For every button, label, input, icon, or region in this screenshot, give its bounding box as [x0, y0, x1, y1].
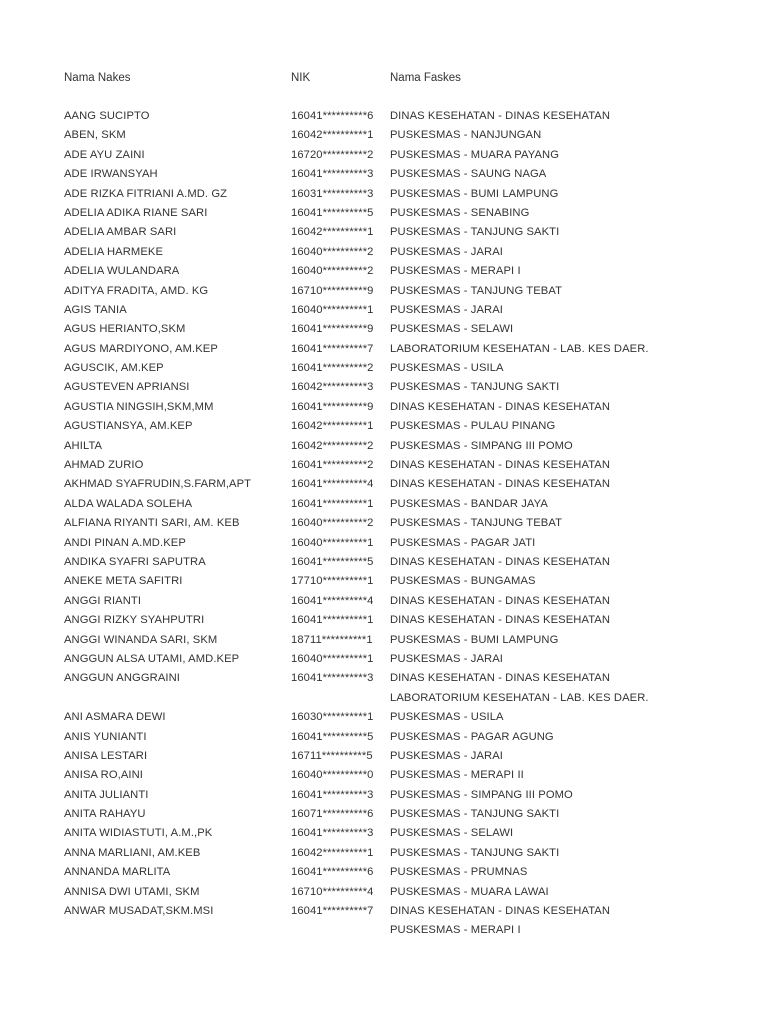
cell-nama-faskes — [390, 708, 704, 727]
table-row — [64, 262, 704, 281]
cell-nik: 16040**********2 — [291, 517, 374, 530]
faskes-entry: PUSKESMAS - MERAPI I — [390, 924, 521, 937]
table-row — [64, 282, 704, 301]
cell-nama-nakes: ADE AYU ZAINI — [64, 148, 145, 161]
cell-nama-faskes — [390, 262, 704, 281]
cell-nik: 16040**********1 — [291, 536, 374, 549]
faskes-entry: PUSKESMAS - SIMPANG III POMO — [390, 788, 573, 801]
faskes-entry: DINAS KESEHATAN - DINAS KESEHATAN — [390, 614, 611, 627]
table-row — [64, 495, 704, 514]
cell-nama-nakes: ANNA MARLIANI, AM.KEB — [64, 846, 201, 859]
cell-nama-faskes — [390, 611, 704, 630]
cell-nik: 16042**********1 — [291, 846, 374, 859]
table-row — [64, 320, 704, 339]
faskes-entry: DINAS KESEHATAN - DINAS KESEHATAN — [390, 555, 611, 568]
cell-nik: 16031**********3 — [291, 187, 374, 200]
cell-nama-nakes: AGUSCIK, AM.KEP — [64, 362, 164, 375]
faskes-entry: PUSKESMAS - JARAI — [390, 245, 503, 258]
cell-nik: 16041**********2 — [291, 362, 374, 375]
cell-nik: 16041**********6 — [291, 866, 374, 879]
cell-nama-nakes: ANGGI RIZKY SYAHPUTRI — [64, 614, 205, 627]
cell-nama-nakes: ADE IRWANSYAH — [64, 168, 158, 181]
table-row — [64, 107, 704, 126]
cell-nik: 18711**********1 — [291, 633, 373, 646]
faskes-entry: PUSKESMAS - MUARA PAYANG — [390, 148, 560, 161]
cell-nama-nakes: ADELIA WULANDARA — [64, 265, 180, 278]
cell-nik: 16041**********1 — [291, 497, 374, 510]
faskes-entry: PUSKESMAS - TANJUNG TEBAT — [390, 284, 562, 297]
cell-nik: 16041**********3 — [291, 168, 374, 181]
cell-nama-faskes — [390, 728, 704, 747]
cell-nama-nakes: ANGGI RIANTI — [64, 594, 142, 607]
table-row — [64, 301, 704, 320]
cell-nama-nakes: ANDIKA SYAFRI SAPUTRA — [64, 555, 206, 568]
cell-nama-faskes — [390, 631, 704, 650]
table-row — [64, 146, 704, 165]
cell-nama-faskes — [390, 883, 704, 902]
cell-nama-faskes — [390, 786, 704, 805]
cell-nama-faskes — [390, 437, 704, 456]
faskes-entry: PUSKESMAS - TANJUNG SAKTI — [390, 808, 560, 821]
cell-nama-nakes: AHILTA — [64, 439, 103, 452]
cell-nama-faskes — [390, 572, 704, 591]
cell-nik: 16041**********9 — [291, 323, 374, 336]
cell-nik: 16720**********2 — [291, 148, 374, 161]
header-nama-nakes: Nama Nakes — [64, 72, 131, 84]
cell-nama-nakes: ANDI PINAN A.MD.KEP — [64, 536, 186, 549]
table-row — [64, 398, 704, 417]
table-row — [64, 534, 704, 553]
cell-nik: 16041**********9 — [291, 400, 374, 413]
cell-nama-faskes — [390, 592, 704, 611]
cell-nama-nakes: ANI ASMARA DEWI — [64, 711, 166, 724]
cell-nik: 16042**********3 — [291, 381, 374, 394]
cell-nik: 16030**********1 — [291, 711, 374, 724]
table-row — [64, 359, 704, 378]
cell-nama-faskes — [390, 553, 704, 572]
cell-nama-faskes — [390, 378, 704, 397]
header-nama-faskes: Nama Faskes — [390, 72, 461, 84]
cell-nama-faskes — [390, 243, 704, 262]
cell-nama-nakes: ANGGUN ANGGRAINI — [64, 672, 180, 685]
faskes-entry: PUSKESMAS - MERAPI II — [390, 769, 524, 782]
faskes-entry: PUSKESMAS - SENABING — [390, 206, 530, 219]
faskes-entry: DINAS KESEHATAN - DINAS KESEHATAN — [390, 110, 611, 122]
faskes-entry: DINAS KESEHATAN - DINAS KESEHATAN — [390, 400, 611, 413]
cell-nama-faskes — [390, 340, 704, 359]
table-row — [64, 728, 704, 747]
cell-nik: 16040**********1 — [291, 303, 374, 316]
cell-nik: 16710**********9 — [291, 284, 374, 297]
cell-nik: 16041**********6 — [291, 110, 374, 122]
table-row — [64, 786, 704, 805]
cell-nama-nakes: ANNISA DWI UTAMI, SKM — [64, 885, 200, 898]
cell-nama-nakes: AKHMAD SYAFRUDIN,S.FARM,APT — [64, 478, 252, 491]
faskes-entry: PUSKESMAS - PAGAR AGUNG — [390, 730, 554, 743]
faskes-entry: DINAS KESEHATAN - DINAS KESEHATAN — [390, 594, 611, 607]
cell-nama-nakes: ADE RIZKA FITRIANI A.MD. GZ — [64, 187, 228, 200]
cell-nama-faskes — [390, 417, 704, 436]
faskes-entry: DINAS KESEHATAN - DINAS KESEHATAN — [390, 459, 611, 472]
cell-nama-faskes — [390, 398, 704, 417]
faskes-entry: PUSKESMAS - PULAU PINANG — [390, 420, 556, 433]
faskes-entry: PUSKESMAS - NANJUNGAN — [390, 129, 542, 142]
faskes-entry: DINAS KESEHATAN - DINAS KESEHATAN — [390, 478, 611, 491]
cell-nik: 16040**********2 — [291, 265, 374, 278]
table-row — [64, 126, 704, 145]
cell-nama-faskes — [390, 805, 704, 824]
faskes-entry: PUSKESMAS - PRUMNAS — [390, 866, 528, 879]
cell-nik: 16041**********3 — [291, 672, 374, 685]
table-row — [64, 824, 704, 843]
cell-nama-nakes: AANG SUCIPTO — [64, 110, 150, 122]
table-row — [64, 611, 704, 630]
cell-nama-nakes: ANGGUN ALSA UTAMI, AMD.KEP — [64, 652, 240, 665]
table-header — [64, 72, 704, 90]
cell-nama-faskes — [390, 650, 704, 669]
table-row — [64, 708, 704, 727]
table-row — [64, 747, 704, 766]
cell-nik: 16040**********0 — [291, 769, 374, 782]
cell-nama-faskes — [390, 126, 704, 145]
table-row — [64, 902, 704, 941]
cell-nik: 16040**********2 — [291, 245, 374, 258]
table-row — [64, 631, 704, 650]
cell-nik: 16042**********1 — [291, 226, 374, 239]
cell-nama-faskes — [390, 766, 704, 785]
cell-nama-nakes: AGUSTIANSYA, AM.KEP — [64, 420, 193, 433]
table-row — [64, 650, 704, 669]
cell-nik: 16041**********4 — [291, 478, 374, 491]
table-row — [64, 165, 704, 184]
cell-nama-faskes — [390, 514, 704, 533]
cell-nama-faskes — [390, 282, 704, 301]
faskes-entry: PUSKESMAS - BANDAR JAYA — [390, 497, 548, 510]
cell-nama-faskes — [390, 320, 704, 339]
table-row — [64, 223, 704, 242]
cell-nik: 17710**********1 — [291, 575, 374, 588]
cell-nik: 16041**********3 — [291, 788, 374, 801]
cell-nama-nakes: ANEKE META SAFITRI — [64, 575, 183, 588]
cell-nama-nakes: ANGGI WINANDA SARI, SKM — [64, 633, 218, 646]
cell-nama-faskes — [390, 185, 704, 204]
cell-nama-nakes: AGUSTIA NINGSIH,SKM,MM — [64, 400, 214, 413]
table-body — [64, 107, 704, 941]
table-row — [64, 572, 704, 591]
cell-nama-faskes — [390, 844, 704, 863]
cell-nama-nakes: ANISA RO,AINI — [64, 769, 144, 782]
cell-nik: 16071**********6 — [291, 808, 374, 821]
cell-nama-nakes: ALDA WALADA SOLEHA — [64, 497, 193, 510]
cell-nik: 16042**********1 — [291, 129, 374, 142]
cell-nik: 16041**********5 — [291, 555, 374, 568]
cell-nik: 16041**********5 — [291, 206, 374, 219]
cell-nik: 16041**********4 — [291, 594, 374, 607]
cell-nama-faskes — [390, 301, 704, 320]
table-row — [64, 514, 704, 533]
faskes-entry: PUSKESMAS - SELAWI — [390, 323, 514, 336]
cell-nama-faskes — [390, 747, 704, 766]
cell-nama-nakes: ANWAR MUSADAT,SKM.MSI — [64, 905, 214, 918]
table-row — [64, 805, 704, 824]
table-row — [64, 475, 704, 494]
cell-nama-nakes: ADELIA ADIKA RIANE SARI — [64, 206, 208, 219]
cell-nama-faskes — [390, 534, 704, 553]
table-row — [64, 456, 704, 475]
table-row — [64, 766, 704, 785]
table-row — [64, 883, 704, 902]
cell-nama-nakes: AGUS HERIANTO,SKM — [64, 323, 186, 336]
cell-nik: 16040**********1 — [291, 652, 374, 665]
faskes-entry: PUSKESMAS - MUARA LAWAI — [390, 885, 549, 898]
cell-nama-nakes: AGIS TANIA — [64, 303, 127, 316]
cell-nama-nakes: ADELIA AMBAR SARI — [64, 226, 177, 239]
cell-nik: 16042**********2 — [291, 439, 374, 452]
header-nik: NIK — [291, 72, 311, 84]
cell-nik: 16042**********1 — [291, 420, 374, 433]
cell-nama-faskes — [390, 902, 704, 941]
cell-nama-nakes: ALFIANA RIYANTI SARI, AM. KEB — [64, 517, 240, 530]
faskes-entry: PUSKESMAS - BUNGAMAS — [390, 575, 536, 588]
table-row — [64, 669, 704, 708]
cell-nama-faskes — [390, 359, 704, 378]
table-row — [64, 553, 704, 572]
cell-nik: 16041**********1 — [291, 614, 374, 627]
faskes-entry: PUSKESMAS - TANJUNG SAKTI — [390, 226, 560, 239]
document-table — [64, 72, 704, 941]
table-row — [64, 417, 704, 436]
cell-nama-faskes — [390, 107, 704, 126]
faskes-entry: PUSKESMAS - JARAI — [390, 303, 503, 316]
faskes-entry: PUSKESMAS - USILA — [390, 711, 504, 724]
cell-nama-nakes: AGUSTEVEN APRIANSI — [64, 381, 190, 394]
faskes-entry: PUSKESMAS - MERAPI I — [390, 265, 521, 278]
cell-nama-nakes: ANISA LESTARI — [64, 749, 148, 762]
cell-nama-faskes — [390, 223, 704, 242]
table-row — [64, 844, 704, 863]
cell-nik: 16041**********2 — [291, 459, 374, 472]
cell-nama-faskes — [390, 824, 704, 843]
table-row — [64, 863, 704, 882]
faskes-entry: DINAS KESEHATAN - DINAS KESEHATAN — [390, 905, 611, 918]
table-row — [64, 243, 704, 262]
cell-nama-nakes: ADELIA HARMEKE — [64, 245, 164, 258]
cell-nama-nakes: ANITA WIDIASTUTI, A.M.,PK — [64, 827, 213, 840]
faskes-entry: PUSKESMAS - JARAI — [390, 749, 503, 762]
faskes-entry: PUSKESMAS - JARAI — [390, 652, 503, 665]
cell-nama-nakes: ANITA RAHAYU — [64, 808, 146, 821]
cell-nik: 16710**********4 — [291, 885, 374, 898]
cell-nama-nakes: ADITYA FRADITA, AMD. KG — [64, 284, 209, 297]
faskes-entry: PUSKESMAS - TANJUNG SAKTI — [390, 381, 560, 394]
cell-nama-faskes — [390, 475, 704, 494]
cell-nama-nakes: ABEN, SKM — [64, 129, 126, 142]
cell-nama-nakes: ANNANDA MARLITA — [64, 866, 171, 879]
cell-nama-faskes — [390, 495, 704, 514]
cell-nik: 16711**********5 — [291, 749, 373, 762]
cell-nama-faskes — [390, 165, 704, 184]
table-row — [64, 378, 704, 397]
cell-nik: 16041**********3 — [291, 827, 374, 840]
cell-nama-nakes: AHMAD ZURIO — [64, 459, 144, 472]
table-row — [64, 340, 704, 359]
faskes-entry: PUSKESMAS - TANJUNG TEBAT — [390, 517, 562, 530]
faskes-entry: PUSKESMAS - USILA — [390, 362, 504, 375]
faskes-entry: PUSKESMAS - SIMPANG III POMO — [390, 439, 573, 452]
table-row — [64, 437, 704, 456]
faskes-entry: LABORATORIUM KESEHATAN - LAB. KES DAER. — [390, 342, 649, 355]
faskes-entry: PUSKESMAS - SAUNG NAGA — [390, 168, 547, 181]
cell-nama-faskes — [390, 669, 704, 708]
cell-nama-faskes — [390, 863, 704, 882]
cell-nik: 16041**********7 — [291, 905, 374, 918]
faskes-entry: PUSKESMAS - BUMI LAMPUNG — [390, 633, 559, 646]
cell-nama-faskes — [390, 146, 704, 165]
faskes-entry: LABORATORIUM KESEHATAN - LAB. KES DAER. — [390, 691, 649, 704]
cell-nama-nakes: ANIS YUNIANTI — [64, 730, 147, 743]
faskes-entry: PUSKESMAS - TANJUNG SAKTI — [390, 846, 560, 859]
faskes-entry: PUSKESMAS - SELAWI — [390, 827, 514, 840]
cell-nama-nakes: ANITA JULIANTI — [64, 788, 149, 801]
cell-nik: 16041**********7 — [291, 342, 374, 355]
table-row — [64, 204, 704, 223]
table-row — [64, 185, 704, 204]
cell-nama-faskes — [390, 204, 704, 223]
cell-nik: 16041**********5 — [291, 730, 374, 743]
faskes-entry: PUSKESMAS - BUMI LAMPUNG — [390, 187, 559, 200]
faskes-entry: PUSKESMAS - PAGAR JATI — [390, 536, 536, 549]
cell-nama-nakes: AGUS MARDIYONO, AM.KEP — [64, 342, 218, 355]
table-row — [64, 592, 704, 611]
cell-nama-faskes — [390, 456, 704, 475]
faskes-entry: DINAS KESEHATAN - DINAS KESEHATAN — [390, 672, 611, 685]
